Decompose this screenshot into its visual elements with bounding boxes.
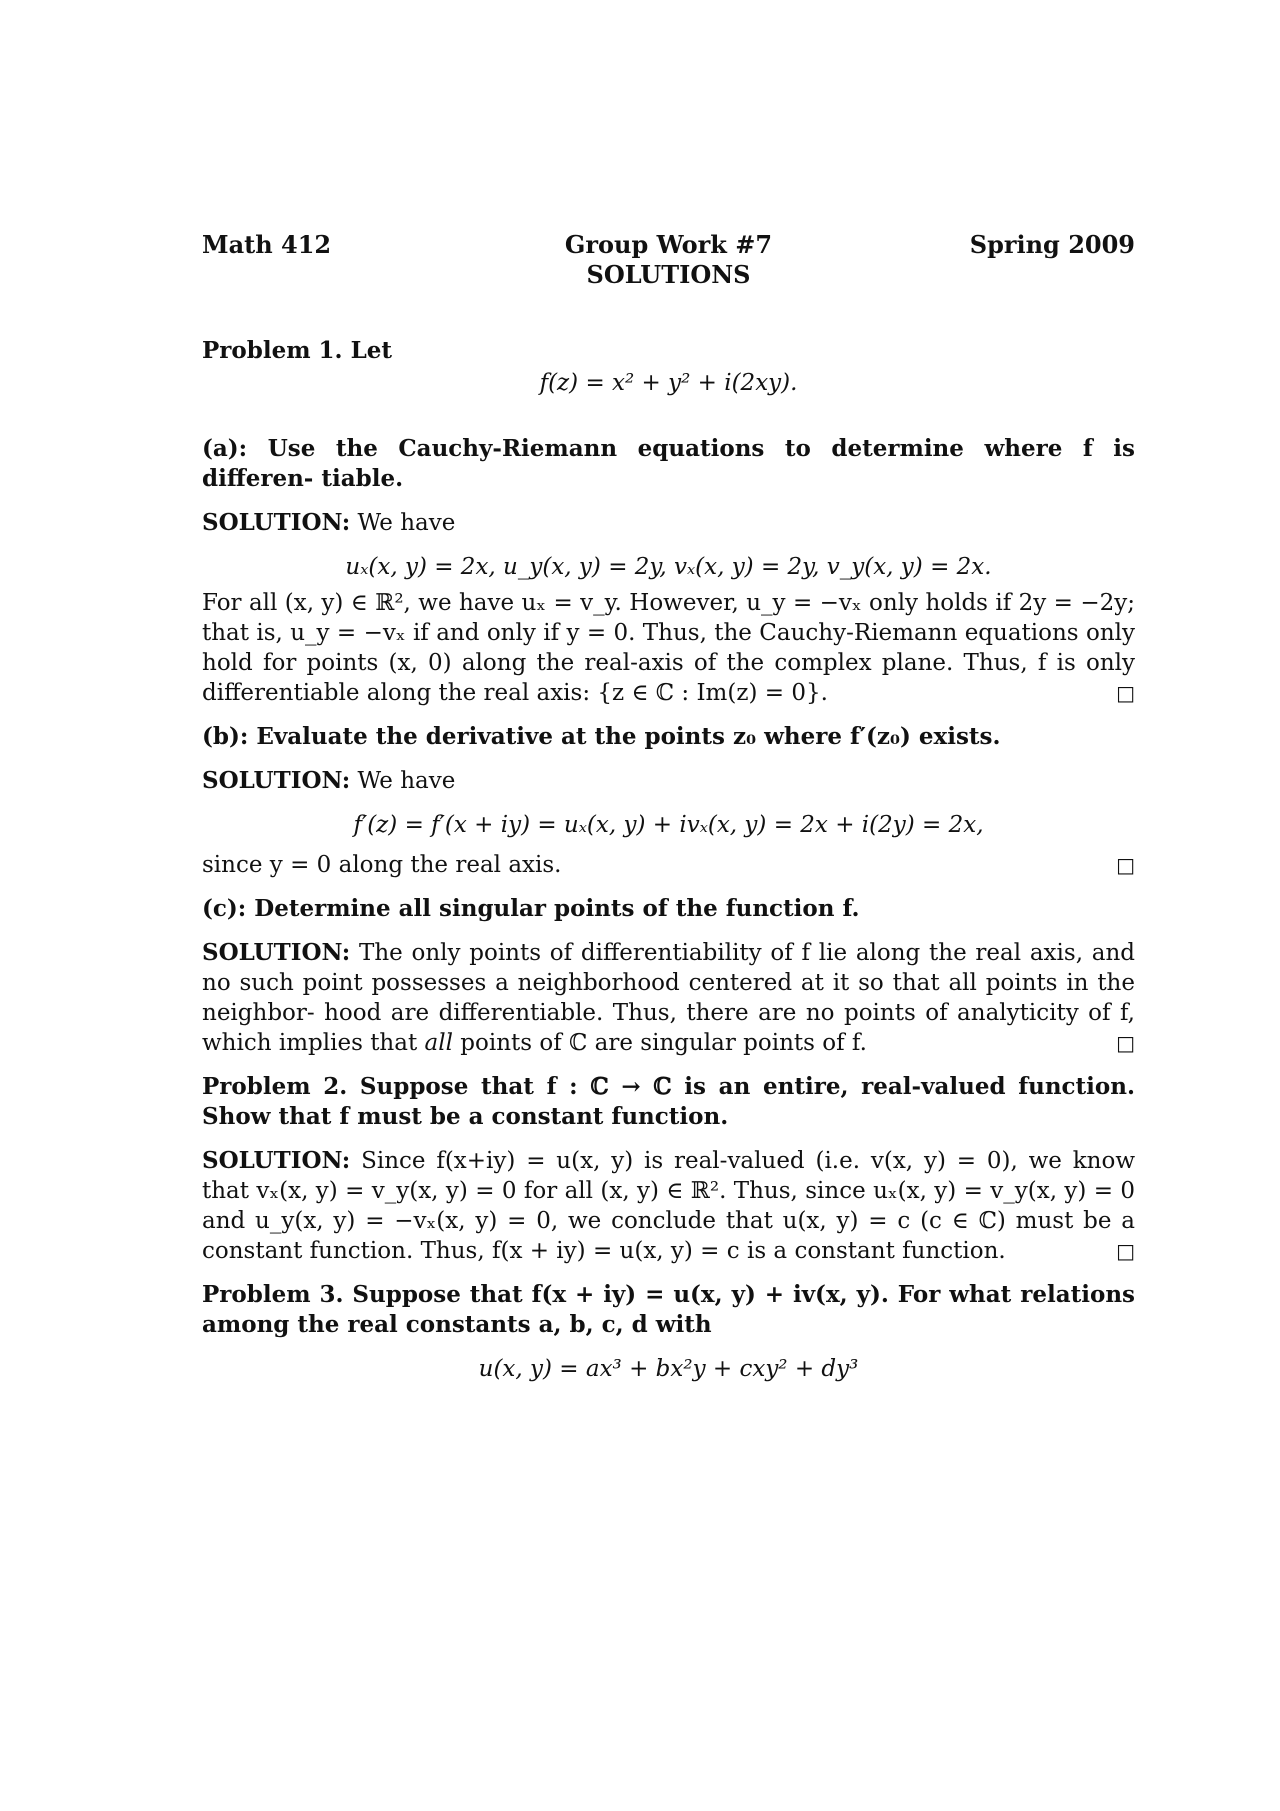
solution-label: SOLUTION: (202, 509, 351, 536)
solution-label: SOLUTION: (202, 767, 351, 794)
problem-1b-solution-text (202, 850, 1135, 880)
problem-1a-question: (a): Use the Cauchy-Riemann equations to determine where f is differen- tiable. (202, 435, 1135, 492)
course-name: Math 412 (202, 230, 332, 259)
document-page (202, 230, 1135, 1384)
problem-1b-equation: f′(z) = f′(x + iy) = uₓ(x, y) + ivₓ(x, y) = 2x + i(2y) = 2x, (353, 812, 984, 838)
term: Spring 2009 (969, 230, 1135, 259)
problem-2-question: Problem 2. Suppose that f : ℂ → ℂ is an entire, real-valued function. Show that f must be a constant function. (202, 1073, 1135, 1130)
solution-text-before: The only points of differentiability of f lie along the real axis, and no such point possesses a neighborhood centered at it so that all points in the neighbor- hood are differentiable. Thus, there are no points of analyticity of f, which implies that (202, 940, 1135, 1056)
problem-1-equation: f(z) = x² + y² + i(2xy). (539, 370, 798, 396)
problem-1b-solution-intro (202, 766, 1135, 796)
problem-1-label: Problem 1. Let (202, 337, 392, 364)
qed-icon: □ (1116, 1031, 1135, 1055)
solution-label: SOLUTION: (202, 939, 351, 966)
solution-text: For all (x, y) ∈ ℝ², we have uₓ = v_y. However, u_y = −vₓ only holds if 2y = −2y; that is, u_y = −vₓ if and only if y = 0. Thus, the Cauchy-Riemann equations only hold for points (x, 0) along the real-axis of the complex plane. Thus, f is only differentiable along the real axis: {z ∈ ℂ : Im(z) = 0}. (202, 590, 1135, 706)
problem-2-solution-text (202, 1146, 1135, 1266)
solution-label: SOLUTION: (202, 1147, 351, 1174)
solution-text: since y = 0 along the real axis. (202, 852, 562, 878)
solution-text-emphasis: all (424, 1030, 453, 1056)
solution-intro-text: We have (357, 510, 456, 536)
problem-1c-question: (c): Determine all singular points of the function f. (202, 895, 860, 922)
solution-text-after: points of ℂ are singular points of f. (460, 1030, 867, 1056)
qed-icon: □ (1116, 1239, 1135, 1263)
problem-3-question: Problem 3. Suppose that f(x + iy) = u(x, y) + iv(x, y). For what relations among the real constants a, b, c, d with (202, 1281, 1135, 1338)
qed-icon: □ (1116, 853, 1135, 877)
problem-1c-solution-text (202, 938, 1135, 1058)
solution-intro-text: We have (357, 768, 456, 794)
title-line-2: SOLUTIONS (586, 260, 751, 289)
problem-1a-equation: uₓ(x, y) = 2x, u_y(x, y) = 2y, vₓ(x, y) = 2y, v_y(x, y) = 2x. (345, 554, 992, 580)
problem-3-equation: u(x, y) = ax³ + bx²y + cxy² + dy³ (478, 1356, 859, 1382)
header (202, 230, 1135, 300)
qed-icon: □ (1116, 681, 1135, 705)
problem-1a-solution-intro (202, 508, 1135, 538)
problem-1b-question: (b): Evaluate the derivative at the points z₀ where f′(z₀) exists. (202, 723, 1001, 750)
solution-text: Since f(x+iy) = u(x, y) is real-valued (i.e. v(x, y) = 0), we know that vₓ(x, y) = v_y(x, y) = 0 for all (x, y) ∈ ℝ². Thus, since uₓ(x, y) = v_y(x, y) = 0 and u_y(x, y) = −vₓ(x, y) = 0, we conclude that u(x, y) = c (c ∈ ℂ) must be a constant function. Thus, f(x + iy) = u(x, y) = c is a constant function. (202, 1148, 1136, 1264)
problem-1a-solution-text (202, 588, 1135, 708)
title-line-1: Group Work #7 (564, 230, 773, 259)
